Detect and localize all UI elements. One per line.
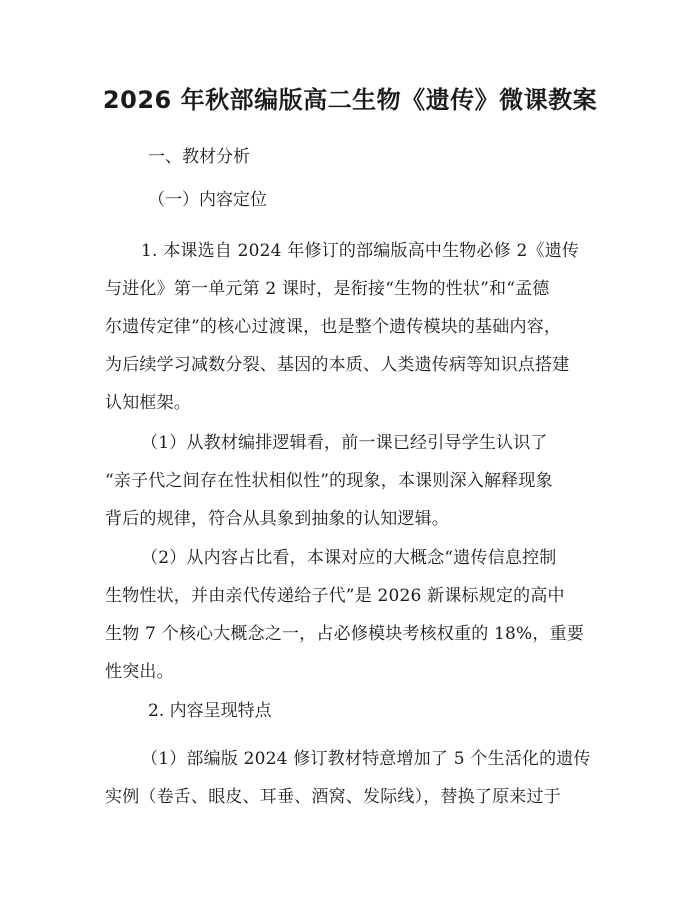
paragraph-line: 为后续学习减数分裂、基因的本质、人类遗传病等知识点搭建 [105, 355, 570, 375]
paragraph-line: 性突出。 [105, 662, 174, 682]
paragraph-line: 背后的规律，符合从具象到抽象的认知逻辑。 [105, 509, 449, 529]
paragraph-line: 认知框架。 [105, 393, 191, 413]
paragraph-course-positioning [105, 232, 605, 422]
paragraph-line: （1）部编版 2024 修订教材特意增加了 5 个生活化的遗传 [141, 749, 591, 769]
paragraph-line: 尔遗传定律”的核心过渡课，也是整个遗传模块的基础内容， [105, 317, 562, 337]
paragraph-line: 实例（卷舌、眼皮、耳垂、酒窝、发际线），替换了原来过于 [105, 787, 561, 807]
section-heading-textbook-analysis: 一、教材分析 [148, 147, 250, 167]
paragraph-line: （2）从内容占比看，本课对应的大概念“遗传信息控制 [141, 548, 557, 568]
subsection-heading-presentation-features: 2. 内容呈现特点 [148, 701, 272, 721]
paragraph-line: 生物 7 个核心大概念之一，占必修模块考核权重的 18%，重要 [105, 624, 585, 644]
paragraph-line: “亲子代之间存在性状相似性”的现象，本课则深入解释现象 [105, 471, 553, 491]
paragraph-line: （1）从教材编排逻辑看，前一课已经引导学生认识了 [141, 433, 548, 453]
paragraph-line: 1. 本课选自 2024 年修订的部编版高中生物必修 2《遗传 [141, 241, 580, 261]
paragraph-content-proportion [105, 539, 605, 691]
paragraph-line: 与进化》第一单元第 2 课时，是衔接“生物的性状”和“孟德 [105, 279, 550, 299]
paragraph-arrangement-logic [105, 424, 605, 538]
subsection-heading-content-positioning: （一）内容定位 [148, 190, 267, 210]
paragraph-line: 生物性状，并由亲代传递给子代”是 2026 新课标规定的高中 [105, 586, 565, 606]
paragraph-presentation-features [105, 740, 605, 816]
document-title: 2026 年秋部编版高二生物《遗传》微课教案 [102, 86, 598, 114]
